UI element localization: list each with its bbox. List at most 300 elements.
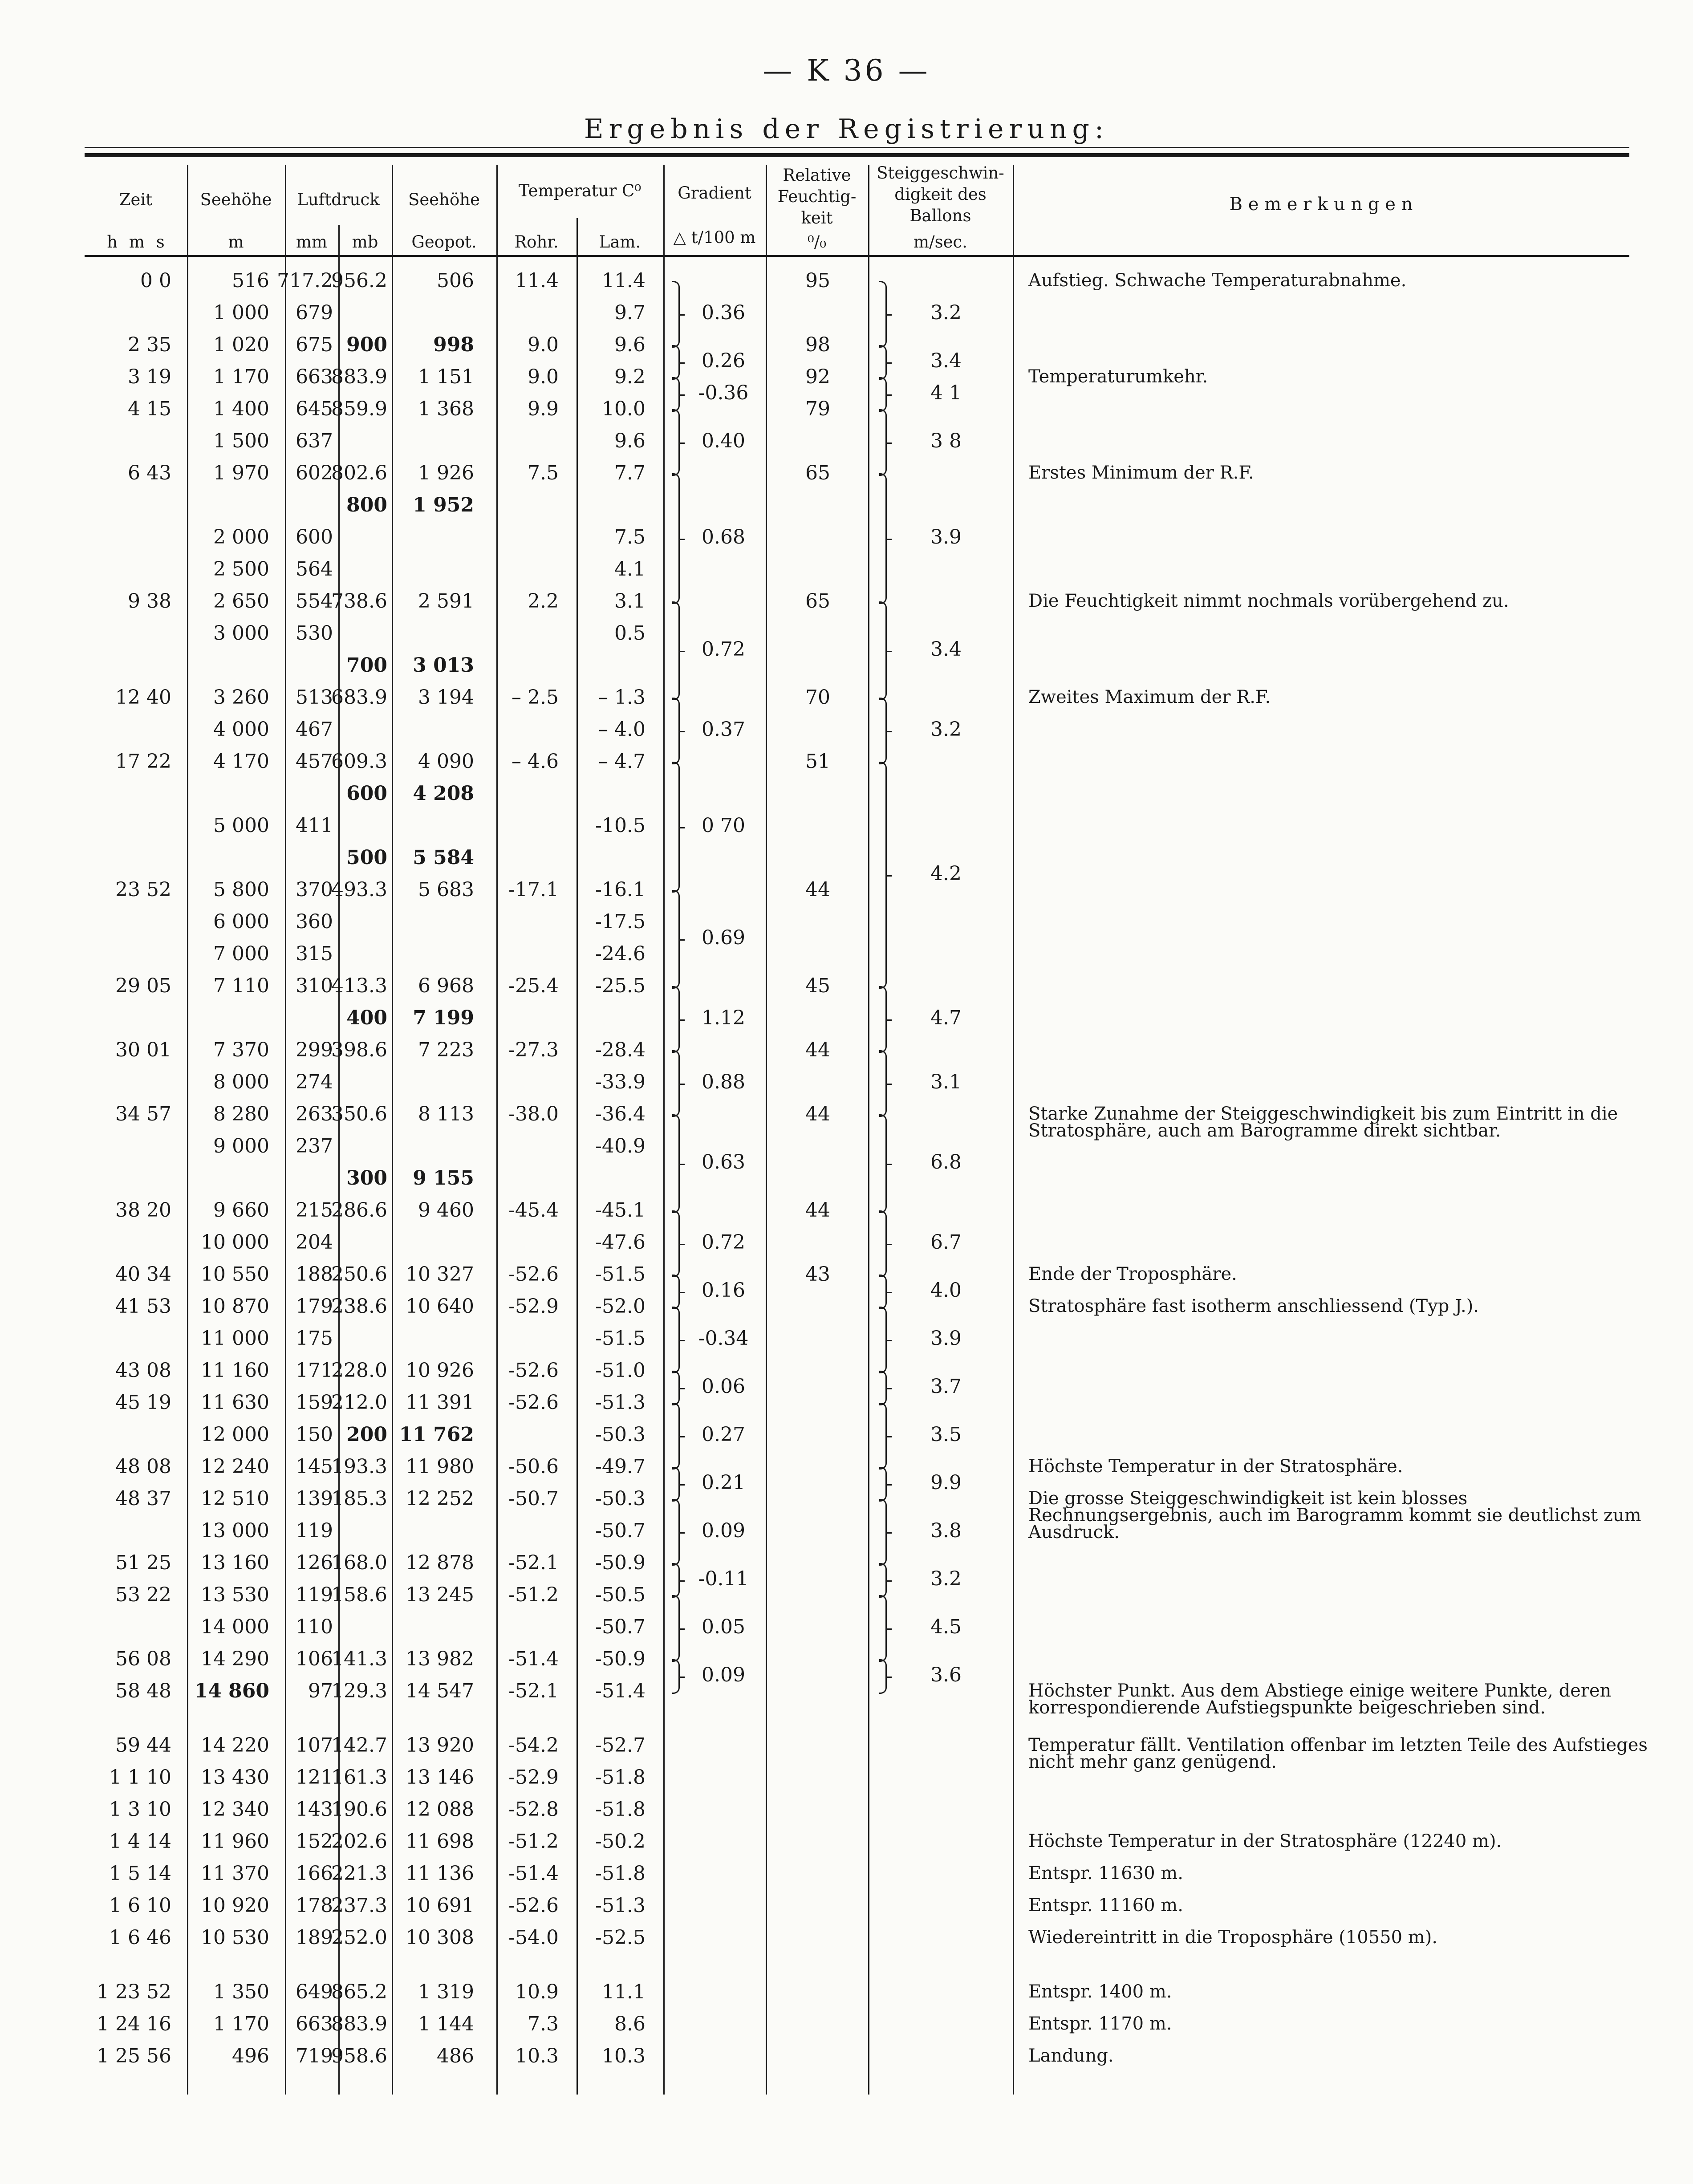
cell-seehoehe: 8 280	[213, 1103, 269, 1125]
cell-luftdruck-mm: 315	[296, 942, 333, 965]
cell-seehoehe: 5 800	[213, 878, 269, 901]
cell-temp-lam: -51.3	[595, 1894, 646, 1917]
header-steiggeschwindigkeit: Steiggeschwin-digkeit des Ballons	[877, 163, 1004, 225]
cell-luftdruck-mm: 175	[296, 1327, 333, 1350]
cell-feuchtigkeit: 45	[805, 974, 830, 997]
page-title: Ergebnis der Registrierung:	[584, 114, 1109, 145]
header-temperatur: Temperatur C⁰	[518, 181, 641, 200]
cell-temp-lam: -28.4	[595, 1039, 646, 1061]
cell-geopot: 486	[437, 2045, 474, 2067]
cell-temp-rohr: -54.0	[508, 1926, 559, 1949]
cell-temp-rohr: -45.4	[508, 1199, 559, 1222]
cell-zeit: 6 43	[128, 462, 171, 484]
cell-seehoehe: 12 510	[201, 1487, 269, 1510]
col-line	[1013, 165, 1014, 2095]
cell-temp-lam: 9.7	[614, 301, 646, 324]
cell-zeit: 9 38	[128, 590, 171, 613]
cell-gradient: 0.26	[702, 349, 745, 372]
gradient-brace	[672, 601, 680, 700]
cell-feuchtigkeit: 51	[805, 750, 830, 773]
cell-zeit: 0 0	[140, 269, 171, 292]
cell-temp-lam: -51.8	[595, 1766, 646, 1789]
cell-luftdruck-mm: 97	[308, 1680, 333, 1702]
cell-feuchtigkeit: 79	[805, 398, 830, 420]
cell-zeit: 58 48	[115, 1680, 171, 1702]
header-seehoehe: Seehöhe	[200, 190, 272, 209]
cell-temp-lam: -45.1	[595, 1199, 646, 1222]
cell-geopot: 506	[437, 269, 474, 292]
cell-zeit: 1 1 10	[109, 1766, 171, 1789]
velocity-brace	[879, 986, 887, 1053]
cell-zeit: 12 40	[115, 686, 171, 709]
cell-luftdruck-mb: 141.3	[331, 1648, 387, 1670]
velocity-brace	[879, 345, 887, 380]
cell-zeit: 17 22	[115, 750, 171, 773]
cell-zeit: 53 22	[115, 1583, 171, 1606]
cell-seehoehe: 1 170	[213, 365, 269, 388]
cell-luftdruck-mb: 500	[346, 846, 387, 869]
cell-steiggeschwindigkeit: 4.0	[930, 1279, 962, 1302]
velocity-brace	[879, 1467, 887, 1502]
cell-temp-lam: -33.9	[595, 1071, 646, 1093]
cell-geopot: 13 245	[406, 1583, 474, 1606]
cell-temp-lam: -52.0	[595, 1295, 646, 1318]
cell-luftdruck-mm: 663	[296, 365, 333, 388]
gradient-brace	[672, 281, 680, 348]
cell-feuchtigkeit: 44	[805, 1039, 830, 1061]
cell-luftdruck-mm: 370	[296, 878, 333, 901]
cell-luftdruck-mm: 637	[296, 430, 333, 452]
cell-seehoehe: 6 000	[213, 910, 269, 933]
col-line	[187, 165, 188, 2095]
cell-temp-lam: – 4.0	[598, 718, 646, 741]
cell-temp-lam: 3.1	[614, 590, 646, 613]
gradient-brace	[672, 890, 680, 989]
cell-temp-rohr: -52.1	[508, 1551, 559, 1574]
cell-steiggeschwindigkeit: 3 8	[930, 430, 962, 452]
cell-gradient: -0.36	[698, 382, 749, 404]
gradient-brace	[672, 698, 680, 764]
header-rohr: Rohr.	[514, 232, 559, 252]
cell-steiggeschwindigkeit: 3.4	[930, 638, 962, 661]
velocity-brace	[879, 1499, 887, 1566]
cell-feuchtigkeit: 95	[805, 269, 830, 292]
cell-gradient: -0.34	[698, 1327, 749, 1350]
cell-feuchtigkeit: 44	[805, 1103, 830, 1125]
header-geopot: Seehöhe	[408, 190, 480, 209]
cell-geopot: 3 013	[413, 654, 474, 677]
cell-luftdruck-mm: 204	[296, 1231, 333, 1254]
cell-temp-lam: -47.6	[595, 1231, 646, 1254]
remark: Entspr. 11630 m.	[1028, 1863, 1183, 1884]
cell-luftdruck-mm: 126	[296, 1551, 333, 1574]
velocity-brace	[879, 409, 887, 476]
cell-seehoehe: 10 550	[201, 1263, 269, 1286]
gradient-brace	[672, 377, 680, 412]
cell-geopot: 1 144	[418, 2013, 474, 2035]
cell-luftdruck-mb: 683.9	[331, 686, 387, 709]
cell-luftdruck-mb: 200	[346, 1423, 387, 1446]
cell-seehoehe: 14 860	[194, 1680, 269, 1702]
cell-geopot: 7 199	[413, 1007, 474, 1029]
cell-luftdruck-mm: 310	[296, 974, 333, 997]
velocity-brace	[879, 1403, 887, 1470]
cell-temp-rohr: – 2.5	[512, 686, 559, 709]
cell-gradient: 0.09	[702, 1664, 745, 1686]
cell-temp-lam: -51.8	[595, 1798, 646, 1821]
cell-luftdruck-mb: 400	[346, 1007, 387, 1029]
col-line	[868, 165, 869, 2095]
cell-luftdruck-mb: 158.6	[331, 1583, 387, 1606]
cell-temp-lam: – 4.7	[598, 750, 646, 773]
cell-luftdruck-mm: 178	[296, 1894, 333, 1917]
cell-gradient: 0.27	[702, 1423, 745, 1446]
cell-zeit: 45 19	[115, 1391, 171, 1414]
cell-luftdruck-mb: 883.9	[331, 365, 387, 388]
cell-gradient: 0.16	[702, 1279, 745, 1302]
cell-feuchtigkeit: 65	[805, 590, 830, 613]
cell-luftdruck-mm: 121	[296, 1766, 333, 1789]
cell-feuchtigkeit: 70	[805, 686, 830, 709]
gradient-brace	[672, 345, 680, 380]
cell-seehoehe: 4 000	[213, 718, 269, 741]
cell-geopot: 12 252	[406, 1487, 474, 1510]
remark: Entspr. 1400 m.	[1028, 1981, 1172, 2002]
cell-seehoehe: 12 240	[201, 1455, 269, 1478]
cell-feuchtigkeit: 92	[805, 365, 830, 388]
velocity-brace	[879, 601, 887, 700]
remark: Höchster Punkt. Aus dem Abstiege einige weitere Punkte, deren korrespondierende Aufstiegspunkte beigeschrieben sind.	[1028, 1681, 1612, 1718]
cell-temp-lam: -50.3	[595, 1487, 646, 1510]
velocity-brace	[879, 1275, 887, 1309]
cell-zeit: 41 53	[115, 1295, 171, 1318]
cell-luftdruck-mm: 150	[296, 1423, 333, 1446]
gradient-brace	[672, 762, 680, 893]
cell-luftdruck-mb: 398.6	[331, 1039, 387, 1061]
cell-geopot: 1 368	[418, 398, 474, 420]
cell-temp-lam: 10.3	[602, 2045, 646, 2067]
cell-zeit: 4 15	[128, 398, 171, 420]
cell-temp-lam: -52.5	[595, 1926, 646, 1949]
cell-seehoehe: 3 260	[213, 686, 269, 709]
cell-luftdruck-mm: 675	[296, 333, 333, 356]
cell-luftdruck-mm: 171	[296, 1359, 333, 1382]
cell-temp-rohr: 10.3	[515, 2045, 559, 2067]
gradient-brace	[672, 1467, 680, 1502]
velocity-brace	[879, 1659, 887, 1694]
cell-luftdruck-mm: 263	[296, 1103, 333, 1125]
cell-temp-rohr: -52.9	[508, 1295, 559, 1318]
cell-seehoehe: 5 000	[213, 814, 269, 837]
cell-temp-lam: 0.5	[614, 622, 646, 645]
cell-temp-lam: – 1.3	[598, 686, 646, 709]
cell-seehoehe: 10 000	[201, 1231, 269, 1254]
remark: Höchste Temperatur in der Stratosphäre.	[1028, 1456, 1403, 1477]
cell-zeit: 1 25 56	[97, 2045, 171, 2067]
gradient-brace	[672, 1307, 680, 1373]
header-zeit: Zeit	[119, 190, 153, 209]
header-luftdruck-mb: mb	[352, 232, 378, 252]
header-luftdruck-mm: mm	[296, 232, 328, 252]
cell-temp-lam: 7.5	[614, 526, 646, 548]
cell-steiggeschwindigkeit: 9.9	[930, 1471, 962, 1494]
cell-luftdruck-mb: 286.6	[331, 1199, 387, 1222]
cell-temp-rohr: 9.9	[528, 398, 559, 420]
cell-luftdruck-mm: 554	[296, 590, 333, 613]
gradient-brace	[672, 1659, 680, 1694]
cell-zeit: 1 3 10	[109, 1798, 171, 1821]
cell-steiggeschwindigkeit: 3.5	[930, 1423, 962, 1446]
cell-temp-lam: -50.7	[595, 1519, 646, 1542]
cell-luftdruck-mm: 159	[296, 1391, 333, 1414]
cell-geopot: 11 391	[406, 1391, 474, 1414]
cell-geopot: 3 194	[418, 686, 474, 709]
cell-temp-lam: -50.2	[595, 1830, 646, 1853]
cell-temp-rohr: -50.6	[508, 1455, 559, 1478]
cell-geopot: 12 878	[406, 1551, 474, 1574]
cell-luftdruck-mb: 802.6	[331, 462, 387, 484]
cell-zeit: 56 08	[115, 1648, 171, 1670]
gradient-brace	[672, 1371, 680, 1405]
cell-geopot: 13 982	[406, 1648, 474, 1670]
cell-temp-lam: -51.0	[595, 1359, 646, 1382]
cell-seehoehe: 11 630	[201, 1391, 269, 1414]
remark: Aufstieg. Schwache Temperaturabnahme.	[1028, 270, 1407, 291]
cell-luftdruck-mb: 700	[346, 654, 387, 677]
cell-luftdruck-mm: 237	[296, 1135, 333, 1157]
cell-geopot: 7 223	[418, 1039, 474, 1061]
header-luftdruck: Luftdruck	[297, 190, 380, 209]
cell-seehoehe: 12 000	[201, 1423, 269, 1446]
cell-steiggeschwindigkeit: 3.9	[930, 526, 962, 548]
gradient-brace	[672, 986, 680, 1053]
cell-temp-rohr: 9.0	[528, 365, 559, 388]
cell-temp-rohr: 2.2	[528, 590, 559, 613]
cell-luftdruck-mb: 859.9	[331, 398, 387, 420]
cell-temp-lam: -16.1	[595, 878, 646, 901]
cell-gradient: 0.88	[702, 1071, 745, 1093]
cell-temp-lam: -50.5	[595, 1583, 646, 1606]
gradient-brace	[672, 1499, 680, 1566]
cell-gradient: 0 70	[702, 814, 745, 837]
cell-steiggeschwindigkeit: 3.2	[930, 1567, 962, 1590]
cell-seehoehe: 1 970	[213, 462, 269, 484]
cell-luftdruck-mm: 719	[296, 2045, 333, 2067]
cell-temp-rohr: -52.6	[508, 1391, 559, 1414]
cell-luftdruck-mm: 152	[296, 1830, 333, 1853]
cell-zeit: 23 52	[115, 878, 171, 901]
cell-temp-lam: -50.9	[595, 1648, 646, 1670]
cell-luftdruck-mb: 161.3	[331, 1766, 387, 1789]
cell-seehoehe: 2 500	[213, 558, 269, 581]
cell-seehoehe: 14 220	[201, 1734, 269, 1757]
cell-luftdruck-mb: 252.0	[331, 1926, 387, 1949]
velocity-brace	[879, 1307, 887, 1373]
cell-temp-lam: -17.5	[595, 910, 646, 933]
cell-steiggeschwindigkeit: 3.4	[930, 349, 962, 372]
header-lam: Lam.	[599, 232, 641, 252]
cell-luftdruck-mm: 663	[296, 2013, 333, 2035]
cell-zeit: 34 57	[115, 1103, 171, 1125]
gradient-brace	[672, 1403, 680, 1470]
gradient-brace	[672, 1114, 680, 1213]
header-feuchtigkeit-unit: ⁰/₀	[807, 232, 827, 252]
cell-seehoehe: 9 660	[213, 1199, 269, 1222]
cell-luftdruck-mm: 645	[296, 398, 333, 420]
cell-zeit: 48 08	[115, 1455, 171, 1478]
cell-seehoehe: 1 000	[213, 301, 269, 324]
velocity-brace	[879, 1050, 887, 1117]
cell-steiggeschwindigkeit: 4.7	[930, 1007, 962, 1029]
cell-steiggeschwindigkeit: 3.1	[930, 1071, 962, 1093]
cell-temp-lam: -51.5	[595, 1263, 646, 1286]
cell-temp-rohr: 10.9	[515, 1981, 559, 2003]
cell-luftdruck-mb: 738.6	[331, 590, 387, 613]
cell-seehoehe: 2 000	[213, 526, 269, 548]
cell-temp-rohr: -54.2	[508, 1734, 559, 1757]
cell-temp-rohr: -51.2	[508, 1830, 559, 1853]
cell-temp-lam: -40.9	[595, 1135, 646, 1157]
cell-gradient: 0.09	[702, 1519, 745, 1542]
cell-temp-lam: -10.5	[595, 814, 646, 837]
cell-luftdruck-mb: 609.3	[331, 750, 387, 773]
cell-luftdruck-mb: 221.3	[331, 1862, 387, 1885]
velocity-brace	[879, 1210, 887, 1277]
remark: Entspr. 1170 m.	[1028, 2014, 1172, 2034]
remark: Die grosse Steiggeschwindigkeit ist kein blosses Rechnungsergebnis, auch im Barogramm kommt sie deutlichst zum Ausdruck.	[1028, 1488, 1641, 1543]
cell-seehoehe: 1 170	[213, 2013, 269, 2035]
cell-temp-rohr: 7.5	[528, 462, 559, 484]
cell-zeit: 48 37	[115, 1487, 171, 1510]
cell-geopot: 13 146	[406, 1766, 474, 1789]
cell-seehoehe: 10 870	[201, 1295, 269, 1318]
cell-temp-lam: -52.7	[595, 1734, 646, 1757]
cell-temp-lam: -51.4	[595, 1680, 646, 1702]
col-line	[496, 165, 498, 2095]
cell-gradient: 0.63	[702, 1151, 745, 1173]
cell-temp-rohr: -17.1	[508, 878, 559, 901]
cell-geopot: 8 113	[418, 1103, 474, 1125]
cell-luftdruck-mm: 513	[296, 686, 333, 709]
cell-temp-rohr: -50.7	[508, 1487, 559, 1510]
cell-geopot: 11 762	[399, 1423, 474, 1446]
cell-temp-lam: 11.1	[602, 1981, 646, 2003]
cell-luftdruck-mm: 188	[296, 1263, 333, 1286]
gradient-brace	[672, 1595, 680, 1662]
cell-feuchtigkeit: 44	[805, 878, 830, 901]
cell-seehoehe: 4 170	[213, 750, 269, 773]
cell-steiggeschwindigkeit: 3.9	[930, 1327, 962, 1350]
cell-seehoehe: 9 000	[213, 1135, 269, 1157]
cell-luftdruck-mm: 110	[296, 1616, 333, 1638]
cell-seehoehe: 496	[232, 2045, 269, 2067]
cell-feuchtigkeit: 98	[805, 333, 830, 356]
cell-temp-rohr: – 4.6	[512, 750, 559, 773]
cell-seehoehe: 516	[232, 269, 269, 292]
cell-temp-lam: 9.2	[614, 365, 646, 388]
cell-luftdruck-mb: 958.6	[331, 2045, 387, 2067]
cell-temp-rohr: 9.0	[528, 333, 559, 356]
cell-zeit: 1 23 52	[97, 1981, 171, 2003]
cell-luftdruck-mb: 250.6	[331, 1263, 387, 1286]
cell-seehoehe: 13 000	[201, 1519, 269, 1542]
cell-gradient: -0.11	[698, 1567, 749, 1590]
cell-luftdruck-mm: 107	[296, 1734, 333, 1757]
cell-seehoehe: 8 000	[213, 1071, 269, 1093]
cell-luftdruck-mm: 411	[296, 814, 333, 837]
velocity-brace	[879, 1563, 887, 1598]
cell-luftdruck-mm: 467	[296, 718, 333, 741]
cell-zeit: 3 19	[128, 365, 171, 388]
cell-temp-lam: -51.3	[595, 1391, 646, 1414]
cell-feuchtigkeit: 43	[805, 1263, 830, 1286]
cell-zeit: 1 5 14	[109, 1862, 171, 1885]
cell-luftdruck-mb: 228.0	[331, 1359, 387, 1382]
cell-luftdruck-mb: 900	[346, 333, 387, 356]
cell-luftdruck-mm: 189	[296, 1926, 333, 1949]
cell-luftdruck-mm: 564	[296, 558, 333, 581]
cell-seehoehe: 10 920	[201, 1894, 269, 1917]
cell-temp-lam: -49.7	[595, 1455, 646, 1478]
cell-temp-lam: 8.6	[614, 2013, 646, 2035]
remark: Höchste Temperatur in der Stratosphäre (12240 m).	[1028, 1831, 1502, 1851]
cell-steiggeschwindigkeit: 3.8	[930, 1519, 962, 1542]
cell-luftdruck-mb: 300	[346, 1167, 387, 1189]
cell-seehoehe: 14 290	[201, 1648, 269, 1670]
cell-geopot: 5 683	[418, 878, 474, 901]
cell-temp-lam: -50.9	[595, 1551, 646, 1574]
gradient-brace	[672, 1563, 680, 1598]
cell-geopot: 11 698	[406, 1830, 474, 1853]
cell-geopot: 9 155	[413, 1167, 474, 1189]
cell-geopot: 10 308	[406, 1926, 474, 1949]
remark: Starke Zunahme der Steiggeschwindigkeit bis zum Eintritt in die Stratosphäre, auch am Barogramme direkt sichtbar.	[1028, 1104, 1618, 1141]
cell-luftdruck-mm: 139	[296, 1487, 333, 1510]
cell-temp-rohr: -52.1	[508, 1680, 559, 1702]
velocity-brace	[879, 1371, 887, 1405]
col-line	[663, 165, 665, 2095]
cell-seehoehe: 14 000	[201, 1616, 269, 1638]
cell-geopot: 2 591	[418, 590, 474, 613]
cell-geopot: 4 090	[418, 750, 474, 773]
remark: Entspr. 11160 m.	[1028, 1895, 1183, 1916]
cell-seehoehe: 13 530	[201, 1583, 269, 1606]
cell-zeit: 1 6 46	[109, 1926, 171, 1949]
cell-steiggeschwindigkeit: 3.2	[930, 301, 962, 324]
velocity-brace	[879, 281, 887, 348]
header-seehoehe-unit: m	[228, 232, 244, 252]
cell-temp-rohr: -52.6	[508, 1263, 559, 1286]
cell-gradient: 0.69	[702, 926, 745, 949]
cell-gradient: 0.72	[702, 1231, 745, 1254]
cell-geopot: 12 088	[406, 1798, 474, 1821]
cell-luftdruck-mm: 166	[296, 1862, 333, 1885]
cell-steiggeschwindigkeit: 3.6	[930, 1664, 962, 1686]
cell-luftdruck-mm: 602	[296, 462, 333, 484]
page-number: — K 36 —	[763, 53, 930, 88]
cell-zeit: 43 08	[115, 1359, 171, 1382]
velocity-brace	[879, 698, 887, 764]
cell-temp-lam: -51.8	[595, 1862, 646, 1885]
cell-luftdruck-mm: 106	[296, 1648, 333, 1670]
cell-luftdruck-mm: 274	[296, 1071, 333, 1093]
cell-seehoehe: 11 000	[201, 1327, 269, 1350]
cell-geopot: 1 319	[418, 1981, 474, 2003]
top-rule-thick	[85, 153, 1629, 157]
cell-temp-rohr: 7.3	[528, 2013, 559, 2035]
cell-temp-rohr: -52.6	[508, 1894, 559, 1917]
remark: Zweites Maximum der R.F.	[1028, 687, 1271, 707]
